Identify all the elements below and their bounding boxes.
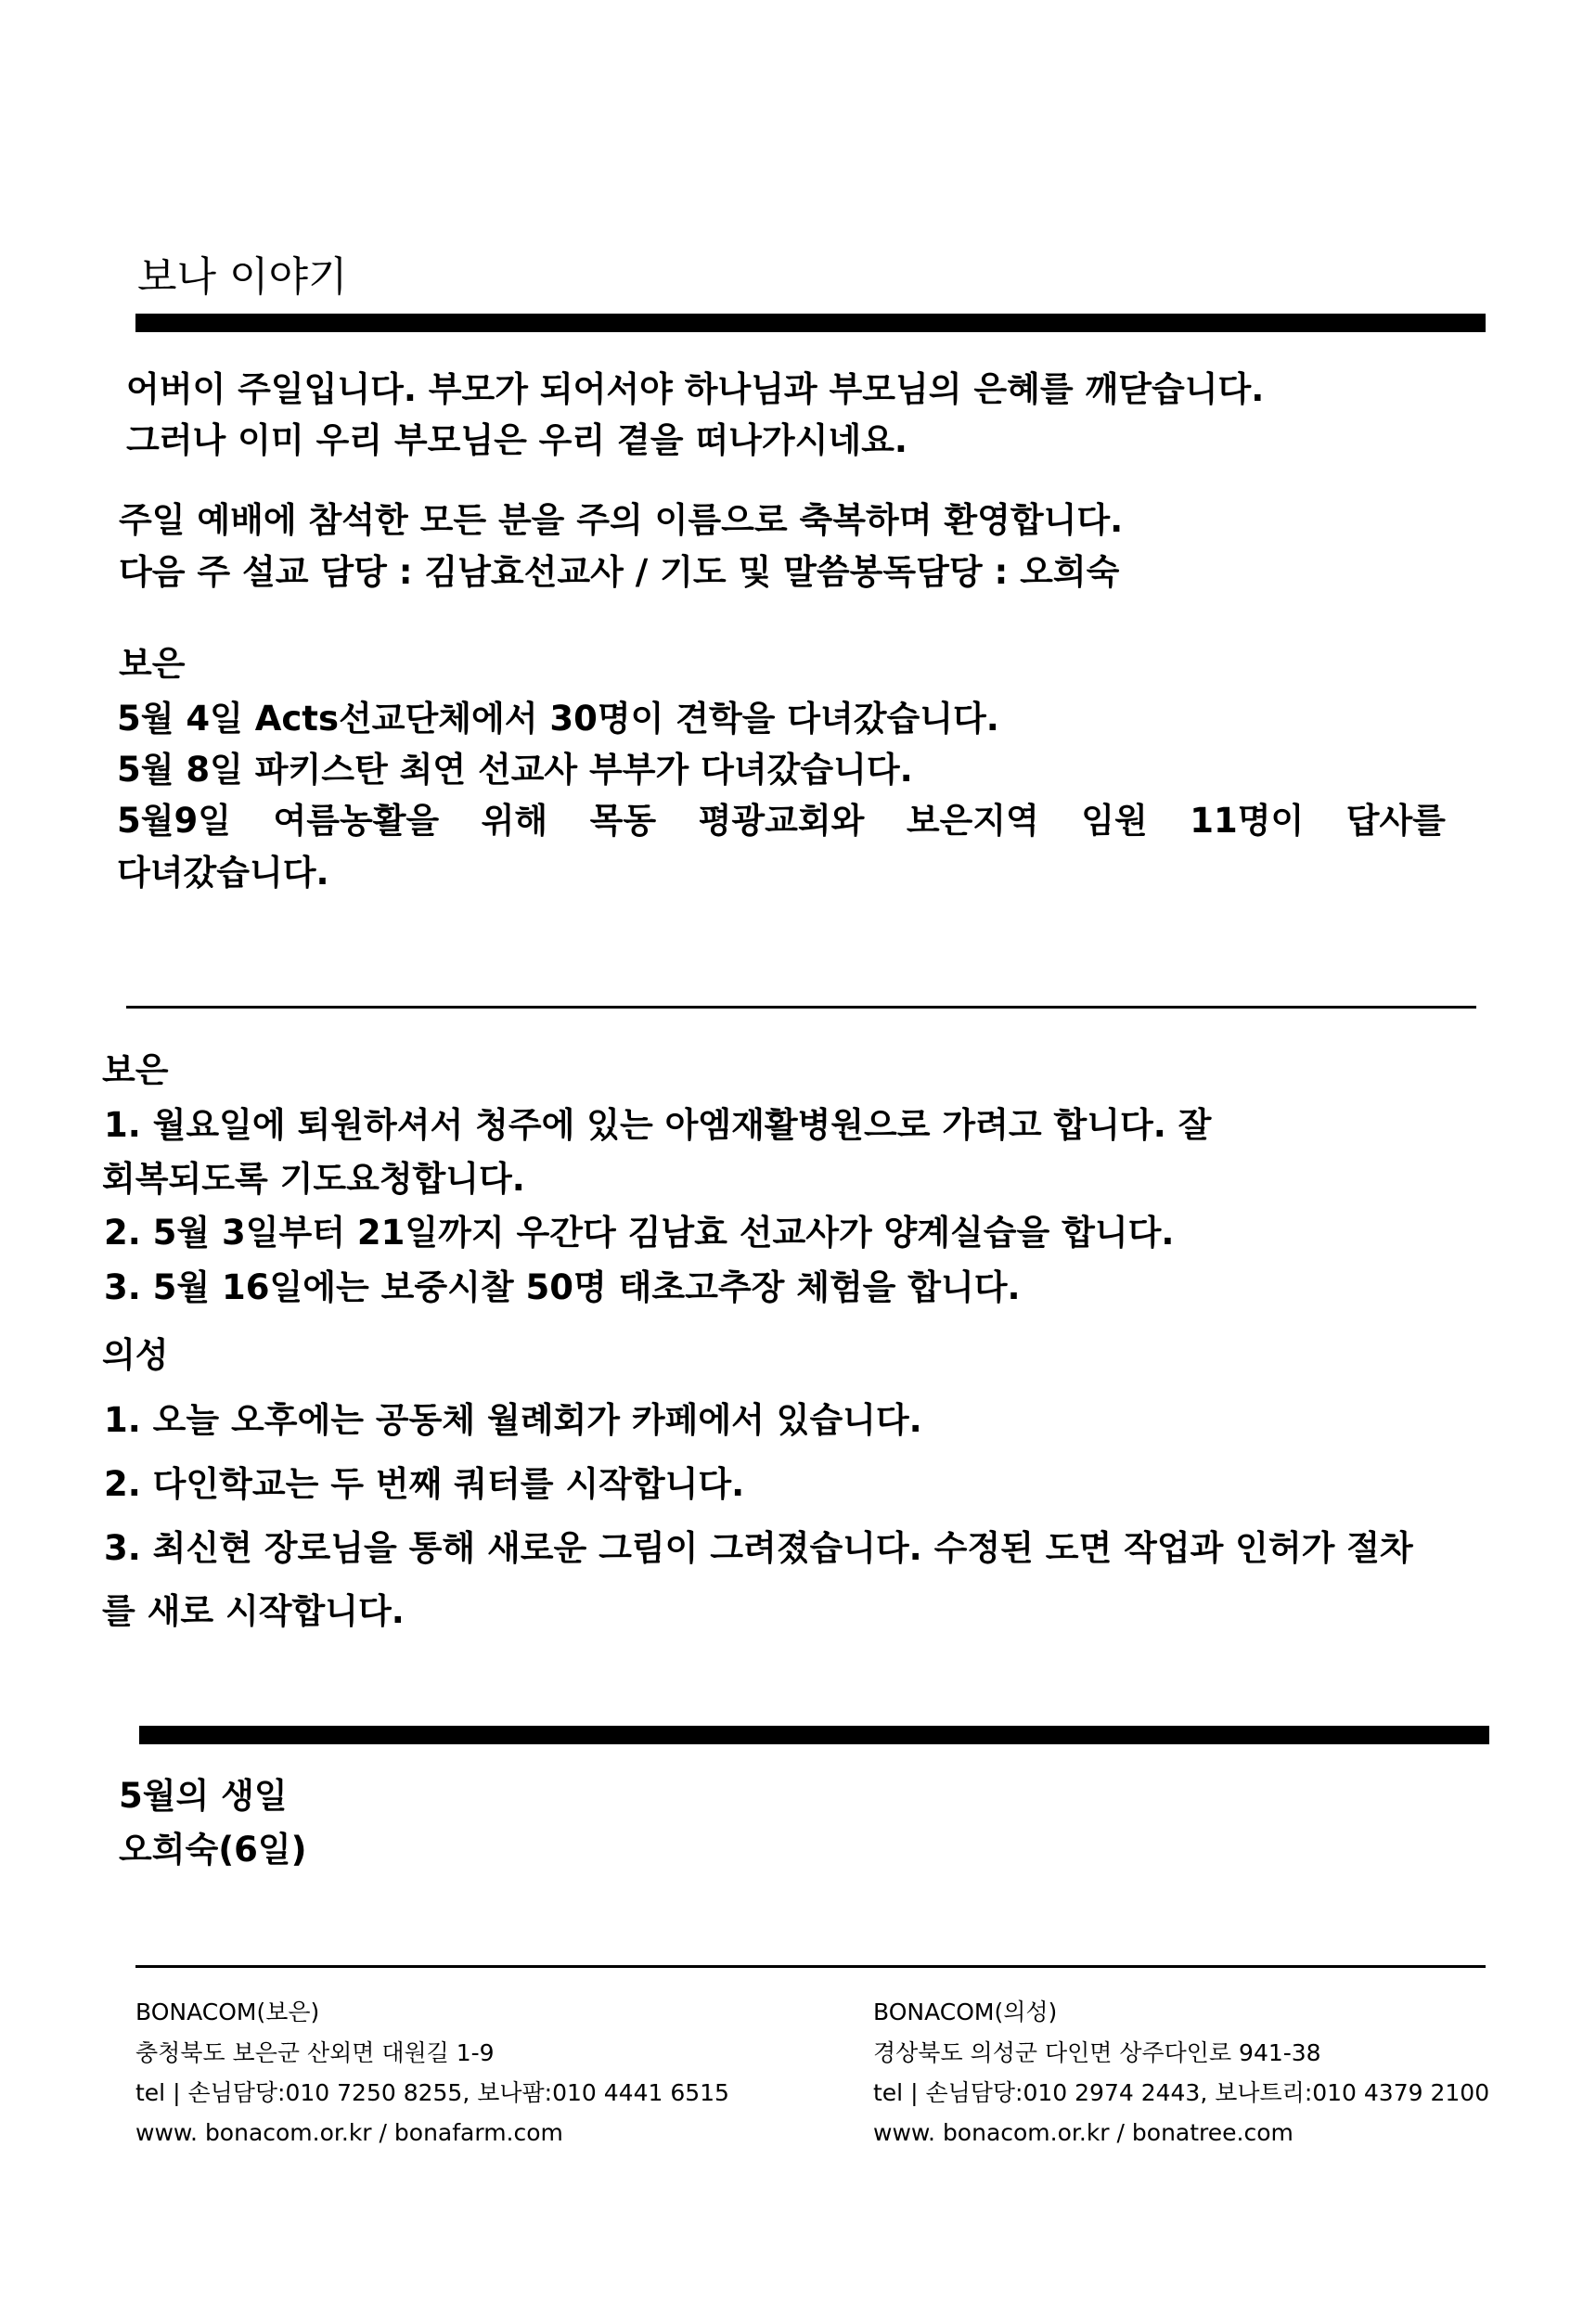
footer-right-address: 경상북도 의성군 다인면 상주다인로 941-38 [873,2039,1321,2066]
welcome-line-1: 주일 예배에 참석한 모든 분을 주의 이름으로 축복하며 환영합니다. [119,500,1124,540]
section-divider [126,1006,1476,1009]
prayer-boeun-item-1-cont: 회복되도록 기도요청합니다. [102,1159,525,1199]
news-item-3-word: 5월9일 [117,801,231,841]
prayer-uiseong-item-2: 2. 다인학교는 두 번째 쿼터를 시작합니다. [104,1464,745,1504]
prayer-boeun-item-1: 1. 월요일에 퇴원하셔서 청주에 있는 아엠재활병원으로 가려고 합니다. 잘 [104,1105,1212,1145]
prayer-uiseong-item-3-cont: 를 새로 시작합니다. [102,1591,405,1631]
news-item-3-word: 평광교회와 [698,801,865,841]
intro-line-2: 그러나 이미 우리 부모님은 우리 곁을 떠나가시네요. [126,420,907,460]
news-item-2: 5월 8일 파키스탄 최연 선교사 부부가 다녀갔습니다. [117,750,913,790]
prayer-uiseong-heading: 의성 [102,1335,169,1375]
news-item-3-word: 목동 [589,801,657,841]
prayer-uiseong-item-3: 3. 최신현 장로님을 통해 새로운 그림이 그려졌습니다. 수정된 도면 작업과 인허가 절차 [104,1528,1413,1568]
footer-left-tel: tel | 손님담당:010 7250 8255, 보나팜:010 4441 6515 [135,2079,729,2106]
prayer-boeun-item-3: 3. 5월 16일에는 보중시찰 50명 태초고추장 체험을 합니다. [104,1267,1021,1307]
footer-left-web[interactable]: www. bonacom.or.kr / bonafarm.com [135,2119,563,2146]
news-item-1: 5월 4일 Acts선교단체에서 30명이 견학을 다녀갔습니다. [117,699,999,739]
news-item-3-word: 보은지역 [906,801,1039,841]
footer-left-address: 충청북도 보은군 산외면 대원길 1-9 [135,2039,495,2066]
page-title: 보나 이야기 [137,253,348,301]
news-item-3 [117,801,1446,841]
news-item-3-continuation: 다녀갔습니다. [117,853,329,893]
footer-right-web[interactable]: www. bonacom.or.kr / bonatree.com [873,2119,1294,2146]
footer-divider [135,1965,1486,1968]
footer-right-tel: tel | 손님담당:010 2974 2443, 보나트리:010 4379 2100 [873,2079,1490,2106]
prayer-boeun-item-2: 2. 5월 3일부터 21일까지 우간다 김남효 선교사가 양계실습을 합니다. [104,1213,1175,1253]
birthday-entry: 오희숙(6일) [119,1830,307,1870]
birthday-heading: 5월의 생일 [119,1776,288,1816]
footer-left-name: BONACOM(보은) [135,1999,320,2025]
intro-line-1: 어버이 주일입니다. 부모가 되어서야 하나님과 부모님의 은혜를 깨닫습니다. [126,369,1265,409]
prayer-uiseong-item-1: 1. 오늘 오후에는 공동체 월례회가 카페에서 있습니다. [104,1400,922,1440]
welcome-line-2: 다음 주 설교 담당 : 김남효선교사 / 기도 및 말씀봉독담당 : 오희숙 [119,552,1120,592]
title-divider [135,314,1486,332]
footer-right-name: BONACOM(의성) [873,1999,1058,2025]
birthday-divider [139,1726,1489,1744]
news-heading: 보은 [119,644,186,684]
news-item-3-word: 여름농활을 [273,801,440,841]
news-item-3-word: 11명이 [1190,801,1305,841]
prayer-boeun-heading: 보은 [102,1050,169,1090]
news-item-3-word: 답사를 [1345,801,1446,841]
news-item-3-word: 임원 [1081,801,1148,841]
news-item-3-word: 위해 [481,801,548,841]
